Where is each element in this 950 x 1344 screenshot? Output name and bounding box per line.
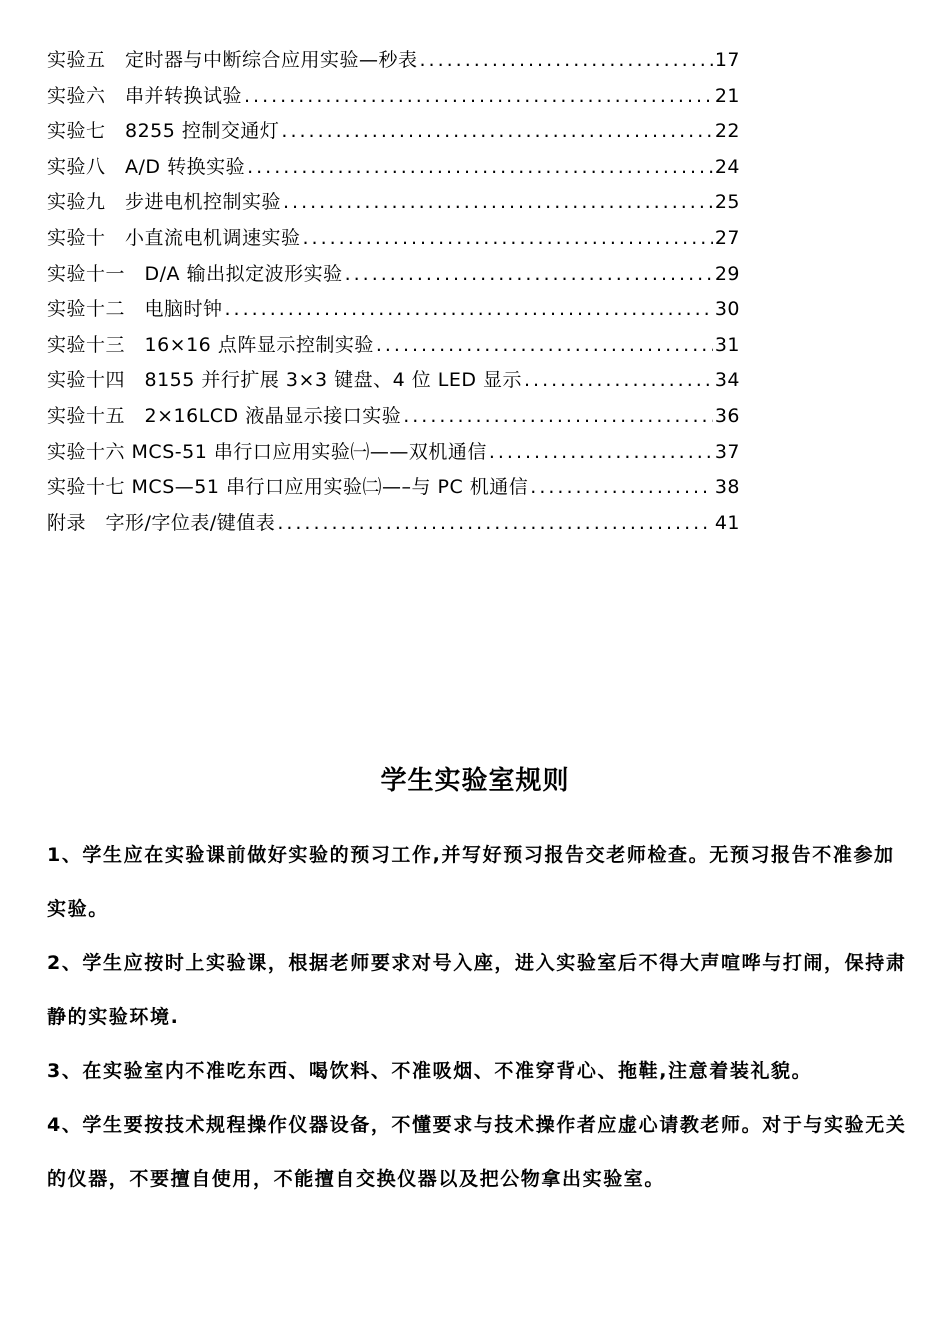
- toc-entry[interactable]: [47, 257, 740, 293]
- rule-item: 4、学生要按技术规程操作仪器设备，不懂要求与技术操作者应虚心请教老师。对于与实验无关的仪器，不要擅自使用，不能擅自交换仪器以及把公物拿出实验室。: [47, 1114, 907, 1190]
- toc-entry-title: 实验十 小直流电机调速实验: [47, 226, 301, 249]
- toc-entry-page: 24: [714, 155, 740, 178]
- toc-entry-page: 31: [714, 333, 740, 356]
- rule-item: 1、学生应在实验课前做好实验的预习工作,并写好预习报告交老师检查。无预习报告不准参加实验。: [47, 844, 895, 920]
- toc-entry[interactable]: [47, 79, 740, 115]
- toc-entry-title: 实验五 定时器与中断综合应用实验—秒表: [47, 49, 418, 71]
- toc-leader-dots: [281, 114, 712, 150]
- toc-entry[interactable]: [47, 221, 740, 257]
- toc-entry[interactable]: [47, 150, 740, 186]
- toc-entry-page: 34: [714, 369, 740, 392]
- toc-entry-page: 36: [714, 404, 740, 427]
- toc-entry-title: 实验六 串并转换试验: [47, 84, 243, 107]
- toc-entry[interactable]: [47, 43, 740, 79]
- toc-entry-title: 实验十二 电脑时钟: [47, 298, 223, 321]
- toc-leader-dots: [420, 43, 713, 79]
- toc-entry-page: 29: [714, 262, 740, 285]
- toc-leader-dots: [489, 435, 713, 471]
- toc-leader-dots: [283, 185, 713, 221]
- toc-entry-page: 37: [714, 440, 740, 463]
- toc-leader-dots: [524, 363, 713, 399]
- toc-entry-title: 实验九 步进电机控制实验: [47, 191, 282, 214]
- toc-entry-title: 实验八 A/D 转换实验: [47, 155, 246, 178]
- rule-item: 3、在实验室内不准吃东西、喝饮料、不准吸烟、不准穿背心、拖鞋,注意着装礼貌。: [47, 1060, 813, 1082]
- toc-entry[interactable]: [47, 328, 740, 364]
- toc-leader-dots: [277, 506, 713, 542]
- toc-entry-page: 41: [714, 511, 740, 534]
- toc-entry-title: 实验七 8255 控制交通灯: [47, 120, 280, 143]
- toc-entry[interactable]: [47, 363, 740, 399]
- toc-leader-dots: [244, 79, 713, 115]
- toc-entry[interactable]: [47, 185, 740, 221]
- toc-entry[interactable]: [47, 506, 740, 542]
- toc-leader-dots: [225, 292, 713, 328]
- toc-leader-dots: [376, 328, 713, 364]
- toc-entry-title: 实验十三 16×16 点阵显示控制实验: [47, 333, 374, 356]
- toc-leader-dots: [530, 470, 713, 506]
- rules-list: [47, 828, 912, 1206]
- toc-leader-dots: [303, 221, 713, 257]
- toc-entry-page: 25: [714, 191, 740, 214]
- toc-leader-dots: [345, 257, 713, 293]
- toc-entry-title: 实验十七 MCS—51 串行口应用实验㈡—–与 PC 机通信: [47, 476, 529, 499]
- toc-leader-dots: [403, 399, 713, 435]
- toc-entry[interactable]: [47, 435, 740, 471]
- table-of-contents: [47, 43, 740, 541]
- toc-entry-title: 附录 字形/字位表/键值表: [47, 511, 276, 534]
- toc-entry-title: 实验十四 8155 并行扩展 3×3 键盘、4 位 LED 显示: [47, 369, 522, 392]
- toc-entry[interactable]: [47, 114, 740, 150]
- toc-leader-dots: [247, 150, 713, 186]
- rules-heading: 学生实验室规则: [380, 766, 570, 796]
- toc-entry-title: 实验十六 MCS-51 串行口应用实验㈠——双机通信: [47, 440, 487, 463]
- toc-entry-title: 实验十一 D/A 输出拟定波形实验: [47, 262, 343, 285]
- toc-entry-page: 38: [714, 476, 740, 499]
- toc-entry[interactable]: [47, 292, 740, 328]
- toc-entry-page: 17: [714, 49, 740, 71]
- toc-entry-page: 22: [714, 120, 740, 143]
- toc-entry-title: 实验十五 2×16LCD 液晶显示接口实验: [47, 404, 402, 427]
- toc-entry[interactable]: [47, 470, 740, 506]
- toc-entry-page: 27: [714, 226, 740, 249]
- rule-item: 2、学生应按时上实验课，根据老师要求对号入座，进入实验室后不得大声喧哗与打闹，保持肃静的实验环境.: [47, 952, 907, 1028]
- toc-entry-page: 21: [714, 84, 740, 107]
- toc-entry[interactable]: [47, 399, 740, 435]
- toc-entry-page: 30: [714, 298, 740, 321]
